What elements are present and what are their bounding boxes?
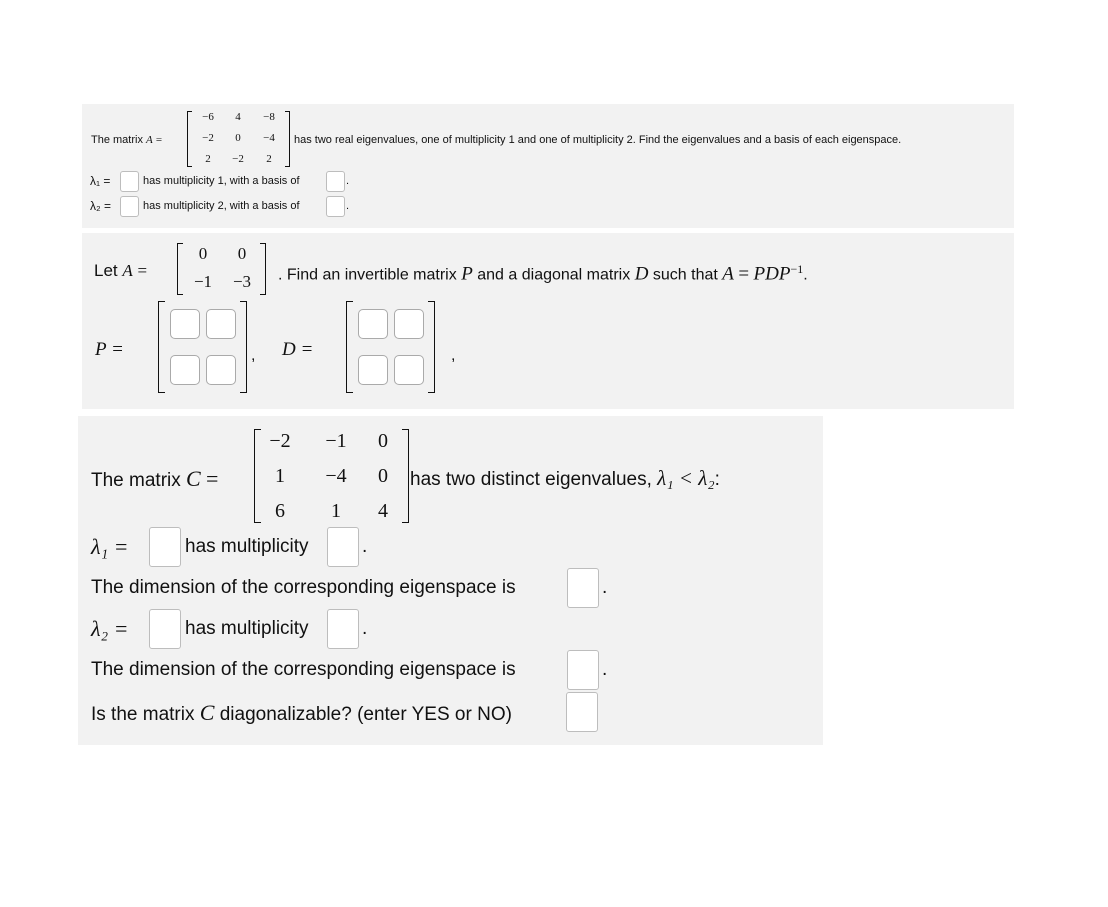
p3-matrix-cell: 4 bbox=[378, 500, 388, 522]
p1-basis2-input[interactable] bbox=[326, 196, 345, 217]
p1-matrix-right-bracket bbox=[285, 111, 290, 167]
p3-diagonalizable-input[interactable] bbox=[566, 692, 598, 732]
p1-lambda2-input[interactable] bbox=[120, 196, 139, 217]
p2-matrix-right-bracket bbox=[260, 243, 266, 295]
p1-lambda1-label: λ₁ = bbox=[90, 174, 111, 188]
p3-period: . bbox=[602, 659, 608, 680]
p3-intro: The matrix C = bbox=[91, 466, 219, 491]
p2-matrix-cell: 0 bbox=[237, 244, 247, 263]
problem-1-panel bbox=[82, 104, 1014, 228]
p3-matrix-cell: 0 bbox=[378, 465, 388, 487]
p2-let: Let A = bbox=[94, 261, 148, 280]
p3-dimension1-input[interactable] bbox=[567, 568, 599, 608]
p3-matrix-cell: 1 bbox=[275, 465, 285, 487]
p1-lambda1-input[interactable] bbox=[120, 171, 139, 192]
p3-dimension2-text: The dimension of the corresponding eigenspace is bbox=[91, 659, 516, 680]
p3-question: Is the matrix C diagonalizable? (enter YES or NO) bbox=[91, 700, 512, 725]
p2-p-cell-input[interactable] bbox=[170, 309, 200, 339]
problem-3-panel bbox=[78, 416, 823, 745]
p1-row1-text: has multiplicity 1, with a basis of bbox=[143, 175, 300, 187]
p2-matrix-cell: −3 bbox=[232, 272, 252, 291]
p3-dimension1-text: The dimension of the corresponding eigenspace is bbox=[91, 577, 516, 598]
p3-period: . bbox=[362, 536, 368, 557]
p3-matrix-cell: −2 bbox=[269, 430, 291, 452]
p3-lambda2-multiplicity-input[interactable] bbox=[327, 609, 359, 649]
p3-matrix-right-bracket bbox=[402, 429, 409, 523]
p1-matrix-cell: −6 bbox=[202, 111, 214, 123]
p2-d-cell-input[interactable] bbox=[358, 309, 388, 339]
p1-description: has two real eigenvalues, one of multiplicity 1 and one of multiplicity 2. Find the eigenvalues and a basis of each eigenspace. bbox=[294, 134, 902, 146]
p2-p-label: P = bbox=[95, 339, 124, 360]
p3-matrix-cell: −1 bbox=[325, 430, 347, 452]
p1-matrix-cell: 0 bbox=[235, 132, 241, 144]
p1-matrix-cell: −2 bbox=[202, 132, 214, 144]
p3-period: . bbox=[362, 618, 368, 639]
p1-matrix-cell: 2 bbox=[266, 153, 272, 165]
p1-lambda2-label: λ₂ = bbox=[90, 199, 111, 213]
p2-p-cell-input[interactable] bbox=[170, 355, 200, 385]
p1-basis1-input[interactable] bbox=[326, 171, 345, 192]
p2-p-cell-input[interactable] bbox=[206, 355, 236, 385]
p3-lambda2-multiplicity-text: has multiplicity bbox=[185, 618, 309, 639]
p3-lambda1-multiplicity-input[interactable] bbox=[327, 527, 359, 567]
p2-d-cell-input[interactable] bbox=[394, 355, 424, 385]
p3-period: . bbox=[602, 577, 608, 598]
p2-matrix-cell: 0 bbox=[198, 244, 208, 263]
problem-2-panel bbox=[82, 233, 1014, 409]
p2-p-right-bracket bbox=[240, 301, 247, 393]
p1-matrix-cell: −8 bbox=[263, 111, 275, 123]
p3-matrix-cell: 6 bbox=[275, 500, 285, 522]
p2-d-cell-input[interactable] bbox=[394, 309, 424, 339]
p1-intro: The matrix A = bbox=[91, 134, 163, 146]
p2-matrix-left-bracket bbox=[177, 243, 183, 295]
p2-d-right-bracket bbox=[428, 301, 435, 393]
p2-p-comma: , bbox=[251, 347, 256, 364]
p2-instruction: . Find an invertible matrix P and a diagonal matrix D such that $A = PDP^{-1}$. bbox=[278, 262, 808, 285]
p1-row2-period: . bbox=[346, 200, 350, 212]
p3-lambda1-multiplicity-text: has multiplicity bbox=[185, 536, 309, 557]
p3-lambda1-label: λ₁ = bbox=[91, 534, 129, 559]
p3-lambda2-label: λ₂ = bbox=[91, 616, 129, 641]
p1-row1-period: . bbox=[346, 175, 350, 187]
p1-matrix-cell: 4 bbox=[235, 111, 241, 123]
p3-matrix-left-bracket bbox=[254, 429, 261, 523]
p3-description: has two distinct eigenvalues, λ₁ < λ₂: bbox=[410, 466, 720, 490]
p2-p-cell-input[interactable] bbox=[206, 309, 236, 339]
p1-row2-text: has multiplicity 2, with a basis of bbox=[143, 200, 300, 212]
p2-p-left-bracket bbox=[158, 301, 165, 393]
p1-matrix-left-bracket bbox=[187, 111, 192, 167]
p1-matrix-cell: −4 bbox=[263, 132, 275, 144]
p2-d-label: D = bbox=[282, 339, 314, 360]
p1-matrix-cell: −2 bbox=[232, 153, 244, 165]
p3-dimension2-input[interactable] bbox=[567, 650, 599, 690]
p3-matrix-cell: 1 bbox=[331, 500, 341, 522]
p3-matrix-cell: −4 bbox=[325, 465, 347, 487]
p1-matrix-cell: 2 bbox=[205, 153, 211, 165]
p2-d-left-bracket bbox=[346, 301, 353, 393]
p3-lambda1-input[interactable] bbox=[149, 527, 181, 567]
p3-matrix-cell: 0 bbox=[378, 430, 388, 452]
p2-d-comma: , bbox=[451, 347, 456, 364]
p3-lambda2-input[interactable] bbox=[149, 609, 181, 649]
p2-matrix-cell: −1 bbox=[193, 272, 213, 291]
p2-d-cell-input[interactable] bbox=[358, 355, 388, 385]
